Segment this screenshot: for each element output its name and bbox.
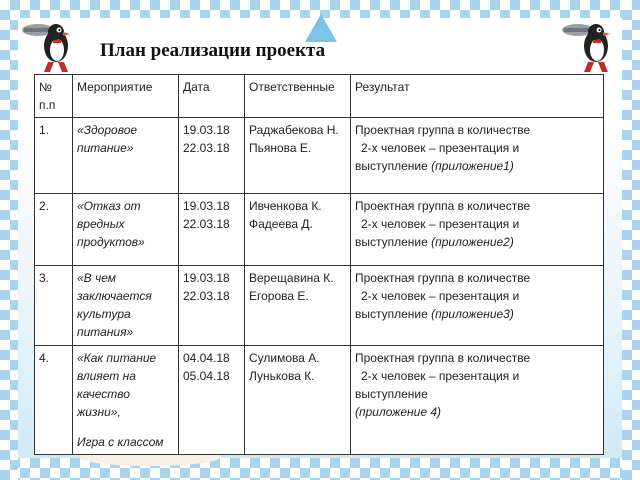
waiter-penguin-icon <box>20 16 82 76</box>
event-name: «Отказ от вредных продуктов» <box>77 199 145 249</box>
event-cell <box>73 118 179 194</box>
header-event: Мероприятие <box>73 75 179 118</box>
checkered-border-right <box>622 0 640 480</box>
result-line: 2-х человек – презентация и <box>361 217 520 231</box>
date-end: 22.03.18 <box>183 289 230 303</box>
table-row <box>35 118 604 194</box>
result-line: Проектная группа в количестве <box>355 271 531 285</box>
result-line <box>355 157 599 175</box>
event-name: «Здоровое питание» <box>77 123 138 155</box>
waiter-penguin-icon <box>560 16 622 76</box>
result-text: выступление <box>355 307 428 321</box>
responsible-person: Раджабекова Н. <box>249 123 339 137</box>
project-plan-table <box>34 74 604 455</box>
appendix-note: (приложение 4) <box>355 405 442 419</box>
date-start: 04.04.18 <box>183 351 230 365</box>
responsible-cell <box>245 118 351 194</box>
responsible-cell <box>245 346 351 455</box>
date-cell <box>179 266 245 346</box>
responsible-person: Сулимова А. <box>249 351 320 365</box>
result-cell <box>351 194 604 266</box>
checkered-border-left <box>0 0 18 480</box>
event-name: «Как питание влияет на качество жизни», <box>77 351 157 419</box>
result-line: 2-х человек – презентация и <box>361 289 520 303</box>
header-responsible: Ответственные <box>245 75 351 118</box>
date-start: 19.03.18 <box>183 123 230 137</box>
event-cell <box>73 194 179 266</box>
date-cell <box>179 346 245 455</box>
header-number: № п.п <box>35 75 73 118</box>
responsible-cell <box>245 266 351 346</box>
row-number: 4. <box>35 346 73 455</box>
date-cell <box>179 194 245 266</box>
event-extra: Игра с классом <box>77 435 164 449</box>
result-line: Проектная группа в количестве <box>355 351 531 365</box>
result-line <box>355 305 599 323</box>
responsible-person: Егорова Е. <box>249 289 309 303</box>
event-name: «В чем заключается культура питания» <box>77 271 152 339</box>
header-date: Дата <box>179 75 245 118</box>
result-cell <box>351 346 604 455</box>
table-row <box>35 346 604 455</box>
result-cell <box>351 118 604 194</box>
date-end: 05.04.18 <box>183 369 230 383</box>
page-title: План реализации проекта <box>100 40 326 61</box>
event-cell <box>73 266 179 346</box>
responsible-person: Ивченкова К. <box>249 199 322 213</box>
responsible-person: Фадеева Д. <box>249 217 313 231</box>
row-number: 2. <box>35 194 73 266</box>
responsible-cell <box>245 194 351 266</box>
result-line: выступление <box>355 387 428 401</box>
result-line: 2-х человек – презентация и <box>361 141 520 155</box>
table-row <box>35 266 604 346</box>
date-end: 22.03.18 <box>183 141 230 155</box>
header-result: Результат <box>351 75 604 118</box>
appendix-note: (приложение3) <box>431 307 514 321</box>
date-cell <box>179 118 245 194</box>
result-text: выступление <box>355 235 428 249</box>
row-number: 1. <box>35 118 73 194</box>
result-line: Проектная группа в количестве <box>355 123 531 137</box>
date-start: 19.03.18 <box>183 199 230 213</box>
responsible-person: Пьянова Е. <box>249 141 312 155</box>
table-header-row <box>35 75 604 118</box>
result-line: Проектная группа в количестве <box>355 199 531 213</box>
result-line: 2-х человек – презентация и <box>361 369 520 383</box>
result-cell <box>351 266 604 346</box>
result-line <box>355 233 599 251</box>
result-text: выступление <box>355 159 428 173</box>
event-cell <box>73 346 179 455</box>
row-number: 3. <box>35 266 73 346</box>
responsible-person: Верещавина К. <box>249 271 334 285</box>
appendix-note: (приложение1) <box>431 159 514 173</box>
date-start: 19.03.18 <box>183 271 230 285</box>
date-end: 22.03.18 <box>183 217 230 231</box>
triangle-decoration <box>305 14 337 42</box>
table-row <box>35 194 604 266</box>
responsible-person: Лунькова К. <box>249 369 315 383</box>
appendix-note: (приложение2) <box>431 235 514 249</box>
